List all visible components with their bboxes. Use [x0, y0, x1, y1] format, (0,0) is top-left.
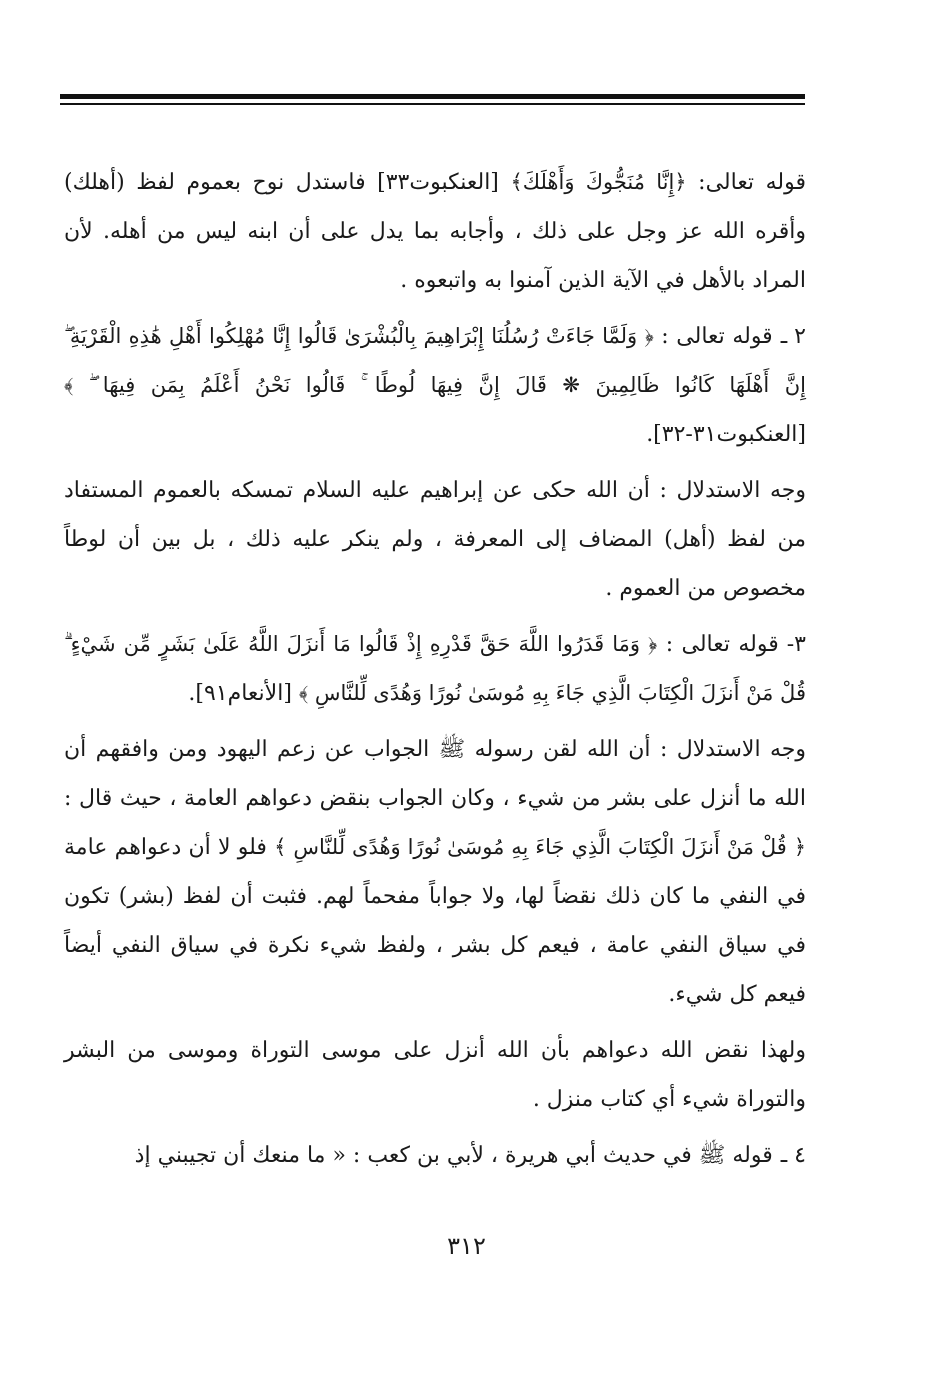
paragraph-text: قوله تعالى :: [657, 632, 779, 657]
quran-verse: ﴿ وَلَمَّا جَاءَتْ رُسُلُنَا إِبْرَاهِيمَ بِالْبُشْرَىٰ قَالُوا إِنَّا مُهْلِكُوا أَهْلِ هَٰذِهِ الْقَرْيَةِ ۖ إِنَّ أَهْلَهَا كَانُوا ظَالِمِينَ ❋ قَالَ إِنَّ فِيهَا لُوطًا ۚ قَالُوا نَحْنُ أَعْلَمُ بِمَن فِيهَا ۖ ﴾: [64, 324, 806, 397]
paragraph-text: قوله تعالى:: [686, 170, 806, 195]
list-item-4: [64, 1131, 806, 1180]
paragraph-intro: [64, 158, 806, 305]
page-number: ٣١٢: [447, 1232, 486, 1260]
item-number: ٤ ـ: [780, 1143, 806, 1168]
quran-verse: ﴿ وَمَا قَدَرُوا اللَّهَ حَقَّ قَدْرِهِ إِذْ قَالُوا مَا أَنزَلَ اللَّهُ عَلَىٰ بَشَرٍ مِّن شَيْءٍ ۗ قُلْ مَنْ أَنزَلَ الْكِتَابَ الَّذِي جَاءَ بِهِ مُوسَىٰ نُورًا وَهُدًى لِّلنَّاسِ ﴾: [64, 632, 806, 705]
paragraph-text: فلو لا أن دعواهم عامة في النفي ما كان ذلك نقضاً لها، ولا جواباً مفحماً لهم. فثبت أن لفظ (بشر) تكون في سياق النفي عامة ، فيعم كل بشر ، ولفظ شيء نكرة في سياق النفي أيضاً فيعم كل شيء.: [64, 835, 806, 1007]
quran-verse: ﴿إِنَّا مُنَجُّوكَ وَأَهْلَكَ﴾: [510, 170, 687, 194]
header-rule-thick: [60, 94, 805, 99]
paragraph-conclusion: ولهذا نقض الله دعواهم بأن الله أنزل على موسى التوراة وموسى من البشر والتوراة شيء أي كتاب منزل .: [64, 1038, 806, 1112]
page-body: [64, 158, 806, 1187]
paragraph-inference-2: وجه الاستدلال : أن الله حكى عن إبراهيم عليه السلام تمسكه بالعموم المستفاد من لفظ (أهل) المضاف إلى المعرفة ، ولم ينكر عليه ذلك ، بل بين أن لوطاً مخصوص من العموم .: [64, 478, 806, 601]
paragraph-text: قوله تعالى :: [653, 324, 773, 349]
item-number: ٣-: [786, 632, 806, 657]
paragraph-text: قوله ﷺ في حديث أبي هريرة ، لأبي بن كعب : « ما منعك أن تجيبني إذ: [134, 1143, 773, 1168]
item-number: ٢ ـ: [780, 324, 806, 349]
header-rule-thin: [60, 103, 805, 105]
quran-verse: ﴿ قُلْ مَنْ أَنزَلَ الْكِتَابَ الَّذِي جَاءَ بِهِ مُوسَىٰ نُورًا وَهُدًى لِّلنَّاسِ ﴾: [274, 835, 807, 859]
verse-reference: [العنكبوت٣١-٣٢].: [646, 422, 806, 447]
paragraph-text: وجه الاستدلال : أن الله لقن رسوله ﷺ الجواب عن زعم اليهود ومن وافقهم أن الله ما أنزل على بشر من شيء ، وكان الجواب بنقض دعواهم العامة ، حيث قال :: [64, 737, 806, 811]
paragraph-inference-3: [64, 725, 806, 1019]
list-item-3: [64, 620, 806, 718]
paragraph-text: [العنكبوت٣٣] فاستدل نوح بعموم لفظ (أهلك) وأقره الله عز وجل على ذلك ، وأجابه بما يدل على أن ابنه ليس من أهله. لأن المراد بالأهل في الآية الذين آمنوا به واتبعوه .: [64, 170, 806, 293]
list-item-2: [64, 312, 806, 459]
verse-reference: [الأنعام٩١].: [188, 681, 299, 706]
